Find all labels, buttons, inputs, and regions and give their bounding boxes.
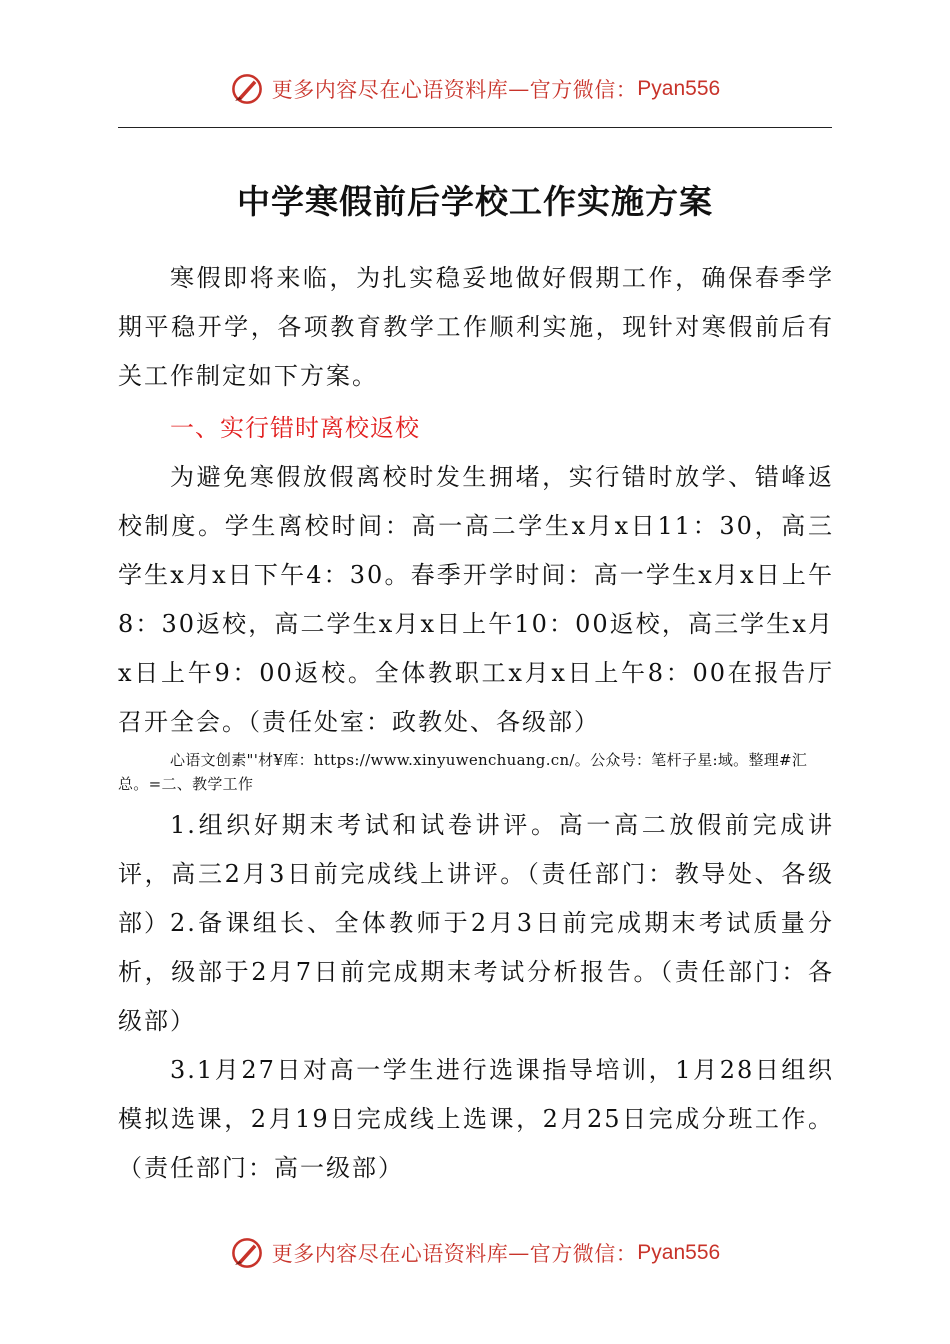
section-heading-1: 一、实行错时离校返校 [170, 414, 420, 442]
intro-paragraph [118, 254, 834, 401]
top-banner [0, 72, 950, 106]
item-2 [118, 899, 834, 1046]
item-2-text: 2.备课组长、全体教师于2月3日前完成期末考试质量分析，级部于2月7日前完成期末考试分析报告。（责任部门：各级部） [118, 909, 834, 1035]
banner-separator: — [508, 77, 530, 101]
page-title: 中学寒假前后学校工作实施方案 [237, 182, 713, 221]
item-1-text: 1.组织好期末考试和试卷讲评。高一高二放假前完成讲评，高三2月3日前完成线上讲评。（责任部门：教导处、各级部） [118, 811, 834, 937]
item-3-text: 3.1月27日对高一学生进行选课指导培训，1月28日组织模拟选课，2月19日完成线上选课，2月25日完成分班工作。（责任部门：高一级部） [118, 1056, 834, 1182]
banner-separator: — [508, 1241, 530, 1265]
section1-text: 为避免寒假放假离校时发生拥堵，实行错时放学、错峰返校制度。学生离校时间：高一高二学生x月x日11：30，高三学生x月x日下午4：30。春季开学时间：高一学生x月x日上午8：30返校，高二学生x月x日上午10：00返校，高三学生x月x日上午9：00返校。全体教职工x月x日上午8：00在报告厅召开全会。（责任处室：政教处、各级部） [118, 463, 834, 736]
watermark-note-text: 心语文创素"'材¥库：https://www.xinyuwenchuang.cn/。公众号：笔杆子星:域。整理#汇总。=二、教学工作 [118, 751, 808, 793]
pen-logo-icon [230, 72, 264, 106]
banner-wechat-id: Pyan556 [637, 1241, 721, 1264]
banner-wechat-id: Pyan556 [637, 77, 721, 100]
intro-text: 寒假即将来临，为扎实稳妥地做好假期工作，确保春季学期平稳开学，各项教育教学工作顺利实施，现针对寒假前后有关工作制定如下方案。 [118, 264, 834, 390]
pen-logo-icon [230, 1236, 264, 1270]
banner-wechat-label: 官方微信： [529, 78, 638, 102]
header-divider [118, 127, 832, 128]
banner-text: 更多内容尽在心语资料库 [271, 1242, 509, 1266]
watermark-note [118, 748, 834, 796]
banner-wechat-label: 官方微信： [529, 1242, 638, 1266]
banner-text: 更多内容尽在心语资料库 [271, 78, 509, 102]
item-3 [118, 1046, 834, 1193]
bottom-banner [0, 1236, 950, 1270]
section1-paragraph [118, 453, 834, 747]
